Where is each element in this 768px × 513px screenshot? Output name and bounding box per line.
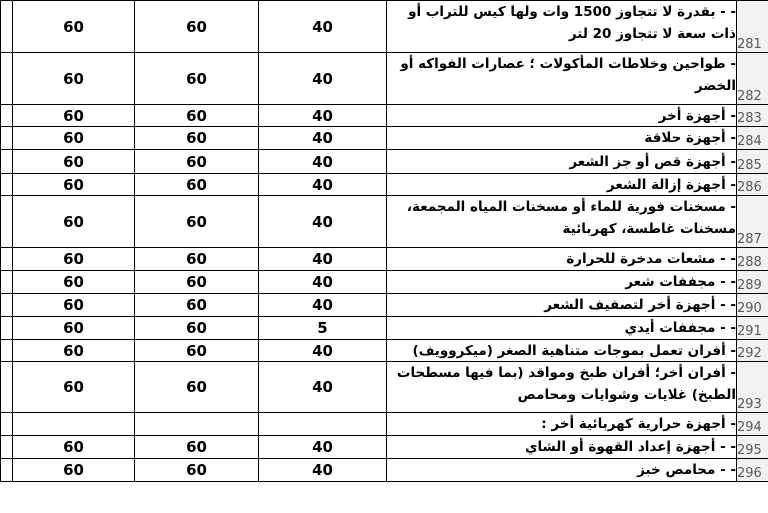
description-cell[interactable]: - أفران تعمل بموجات متناهية الصغر (ميكروويف) [387, 340, 737, 362]
row-number[interactable]: 282 [737, 53, 768, 105]
value-cell-c[interactable]: 60 [13, 436, 135, 459]
row-number[interactable]: 291 [737, 317, 768, 340]
row-number[interactable]: 287 [737, 196, 768, 248]
value-cell-c[interactable]: 60 [13, 53, 135, 105]
value-cell-b[interactable]: 60 [135, 127, 259, 150]
description-cell[interactable]: - - محامص خبز [387, 459, 737, 482]
description-cell[interactable]: - أفران أخر؛ أفران طبخ ومواقد (بما فيها مسطحات الطبخ) غلايات وشوايات ومحامص [387, 362, 737, 413]
value-cell-c[interactable]: 60 [13, 127, 135, 150]
value-cell-a[interactable]: 40 [259, 105, 387, 127]
value-cell-a[interactable]: 40 [259, 362, 387, 413]
value-cell-b[interactable]: 60 [135, 340, 259, 362]
value-cell-c[interactable]: 60 [13, 196, 135, 248]
table-row [1, 340, 768, 362]
value-cell-c[interactable]: 60 [13, 105, 135, 127]
value-cell-a[interactable] [259, 413, 387, 436]
table-row [1, 271, 768, 294]
description-cell[interactable]: - - مجففات أيدي [387, 317, 737, 340]
margin-cell [1, 271, 13, 294]
value-cell-b[interactable]: 60 [135, 53, 259, 105]
value-cell-b[interactable]: 60 [135, 248, 259, 271]
value-cell-c[interactable]: 60 [13, 294, 135, 317]
row-number[interactable]: 295 [737, 436, 768, 459]
value-cell-a[interactable]: 40 [259, 248, 387, 271]
description-cell[interactable]: - - أجهزة إعداد القهوة أو الشاي [387, 436, 737, 459]
margin-cell [1, 53, 13, 105]
value-cell-b[interactable]: 60 [135, 294, 259, 317]
value-cell-a[interactable]: 40 [259, 1, 387, 53]
table-row [1, 248, 768, 271]
description-cell[interactable]: - - مجففات شعر [387, 271, 737, 294]
description-cell[interactable]: - - مشعات مدخرة للحرارة [387, 248, 737, 271]
table-row [1, 413, 768, 436]
value-cell-c[interactable]: 60 [13, 317, 135, 340]
row-number[interactable]: 289 [737, 271, 768, 294]
row-number[interactable]: 285 [737, 150, 768, 174]
margin-cell [1, 413, 13, 436]
row-number[interactable]: 283 [737, 105, 768, 127]
value-cell-b[interactable]: 60 [135, 196, 259, 248]
table-row [1, 294, 768, 317]
value-cell-b[interactable]: 60 [135, 459, 259, 482]
margin-cell [1, 150, 13, 174]
description-cell[interactable]: - مسخنات فورية للماء أو مسخنات المياه المجمعة، مسخنات غاطسة، كهربائية [387, 196, 737, 248]
value-cell-b[interactable]: 60 [135, 174, 259, 196]
value-cell-b[interactable]: 60 [135, 362, 259, 413]
description-cell[interactable]: - أجهزة حلاقة [387, 127, 737, 150]
table-row [1, 150, 768, 174]
description-cell[interactable]: - أجهزة حرارية كهربائية أخر : [387, 413, 737, 436]
value-cell-c[interactable]: 60 [13, 1, 135, 53]
margin-cell [1, 174, 13, 196]
value-cell-a[interactable]: 40 [259, 196, 387, 248]
value-cell-a[interactable]: 40 [259, 294, 387, 317]
value-cell-a[interactable]: 40 [259, 53, 387, 105]
value-cell-c[interactable]: 60 [13, 271, 135, 294]
row-number[interactable]: 286 [737, 174, 768, 196]
value-cell-b[interactable]: 60 [135, 271, 259, 294]
margin-cell [1, 436, 13, 459]
value-cell-c[interactable] [13, 413, 135, 436]
value-cell-a[interactable]: 40 [259, 436, 387, 459]
margin-cell [1, 459, 13, 482]
row-number[interactable]: 293 [737, 362, 768, 413]
value-cell-a[interactable]: 40 [259, 340, 387, 362]
table-row [1, 174, 768, 196]
description-cell[interactable]: - أجهزة قص أو جز الشعر [387, 150, 737, 174]
margin-cell [1, 340, 13, 362]
table-row [1, 1, 768, 53]
value-cell-a[interactable]: 40 [259, 150, 387, 174]
description-cell[interactable]: - أجهزة إزالة الشعر [387, 174, 737, 196]
margin-cell [1, 127, 13, 150]
description-cell[interactable]: - - أجهزة أخر لتصفيف الشعر [387, 294, 737, 317]
value-cell-a[interactable]: 40 [259, 174, 387, 196]
value-cell-c[interactable]: 60 [13, 362, 135, 413]
value-cell-b[interactable]: 60 [135, 150, 259, 174]
table-row [1, 362, 768, 413]
table-row [1, 105, 768, 127]
table-row [1, 459, 768, 482]
table-row [1, 127, 768, 150]
margin-cell [1, 196, 13, 248]
margin-cell [1, 362, 13, 413]
margin-cell [1, 294, 13, 317]
row-number[interactable]: 284 [737, 127, 768, 150]
row-number[interactable]: 292 [737, 340, 768, 362]
margin-cell [1, 317, 13, 340]
value-cell-b[interactable]: 60 [135, 436, 259, 459]
row-number[interactable]: 281 [737, 1, 768, 53]
description-cell[interactable]: - أجهزة أخر [387, 105, 737, 127]
table-row [1, 317, 768, 340]
value-cell-c[interactable]: 60 [13, 150, 135, 174]
table-row [1, 53, 768, 105]
margin-cell [1, 248, 13, 271]
table-row [1, 436, 768, 459]
value-cell-c[interactable]: 60 [13, 248, 135, 271]
value-cell-c[interactable]: 60 [13, 340, 135, 362]
value-cell-a[interactable]: 5 [259, 317, 387, 340]
row-number[interactable]: 294 [737, 413, 768, 436]
value-cell-b[interactable] [135, 413, 259, 436]
value-cell-b[interactable]: 60 [135, 317, 259, 340]
margin-cell [1, 105, 13, 127]
row-number[interactable]: 296 [737, 459, 768, 482]
value-cell-b[interactable]: 60 [135, 105, 259, 127]
margin-cell [1, 1, 13, 53]
description-cell[interactable]: - - بقدرة لا تتجاوز 1500 وات ولها كيس للتراب أو ذات سعة لا تتجاوز 20 لتر [387, 1, 737, 53]
value-cell-c[interactable]: 60 [13, 459, 135, 482]
value-cell-a[interactable]: 40 [259, 459, 387, 482]
value-cell-c[interactable]: 60 [13, 174, 135, 196]
value-cell-a[interactable]: 40 [259, 271, 387, 294]
value-cell-a[interactable]: 40 [259, 127, 387, 150]
value-cell-b[interactable]: 60 [135, 1, 259, 53]
table-row [1, 196, 768, 248]
row-number[interactable]: 290 [737, 294, 768, 317]
row-number[interactable]: 288 [737, 248, 768, 271]
description-cell[interactable]: - طواحين وخلاطات المأكولات ؛ عصارات الفواكه أو الخضر [387, 53, 737, 105]
